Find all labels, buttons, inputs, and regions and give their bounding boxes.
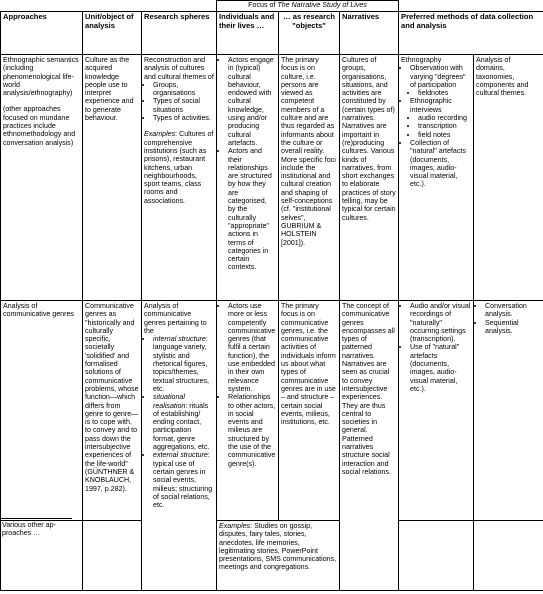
sub-list <box>410 89 471 97</box>
cell-approach: Analysis of communicative genres <box>1 301 83 521</box>
cell-individuals <box>217 55 279 301</box>
list-item: • transcription <box>418 122 471 130</box>
list-item: • fieldnotes <box>418 89 471 97</box>
list-item: • Use of "natural" artefacts (documents, images, audio-visual material, etc.). <box>410 343 471 393</box>
list-item-text: Ethnographic interviews <box>410 97 452 114</box>
cell-objects: The primary focus is on culture, i.e. persons are viewed as competent members of a culture and are thus regarded as informants about the culture or overall reality. More specific foci include the institutional and cultural creation and shaping of self-conceptions (cf. "institutional selves", GUBRIUM & HOLSTEIN [2001]). <box>279 55 340 301</box>
spheres-intro: Analysis of communicative genres pertaining to the <box>144 302 207 335</box>
header-unit: Unit/object of analysis <box>83 12 142 55</box>
list-item: • Actors use more or less competently communicative genres (that fulfil a certain function), the use embedded in their own relevance system. <box>228 302 276 393</box>
focus-header-row <box>1 1 543 12</box>
spheres-list <box>144 335 214 509</box>
analysis-list <box>476 302 541 335</box>
list-item: • Collection of "natural" artefacts (documents, images, audio-visual material, etc.). <box>410 139 471 189</box>
list-item: • field notes <box>418 131 471 139</box>
header-methods: Preferred methods of data collection and analysis <box>399 12 543 55</box>
header-approaches: Approaches <box>1 12 83 55</box>
approach-note: (other approaches focused on mundane practices include ethnomethodology and conversation analysis) <box>3 105 76 147</box>
cell-methods <box>399 55 474 301</box>
cell-approach <box>1 55 83 301</box>
approach-name: Ethnographic semantics (including phenomenological life-world analysis/ethnography) <box>3 56 79 98</box>
header-row <box>1 12 543 55</box>
divider <box>0 518 72 519</box>
cell-narratives: The concept of communicative genres encompasses all types of patterned narratives. Narratives are seen as crucial to convey intersubjective experiences. They are thus central to societies in general. Patterned narratives structure social interaction and social relations. <box>340 301 399 591</box>
cell-objects: The primary focus is on communicative genres, i.e. the communicative activities of individuals inform us about what types of communicative genres are in use – and structure – certain social events, milieus, institutions, etc. <box>279 301 340 521</box>
header-spheres: Research spheres <box>142 12 217 55</box>
table-row <box>1 55 543 301</box>
list-item: • internal structure: language variety, stylistic and rhetorical figures, topics/themes, textual structures, etc. <box>153 335 214 393</box>
cell-examples: Examples: Studies on gossip, disputes, fairy tales, stories, anecdotes, life memories, legitimating stories, PowerPoint presentations, SMS communications, meetings and congregations. <box>217 521 340 591</box>
spheres-list <box>144 81 214 122</box>
header-narratives: Narratives <box>340 12 399 55</box>
list-item <box>410 64 471 97</box>
focus-header-text: Focus of The Narrative Study of Lives <box>248 1 367 9</box>
table-row <box>1 301 543 521</box>
list-item: • external structure: typical use of certain genres in social events, milieus; structuring of social relations, etc. <box>153 451 214 509</box>
list-item: • Actors and their relationships are structured by how they are categorised, by the culturally "appropriate" actions in terms of categories in certain contexts. <box>228 147 276 271</box>
examples-row <box>1 521 543 591</box>
methods-list <box>401 64 471 188</box>
list-item-text: Observation with varying "degrees" of participation <box>410 64 466 89</box>
list-item: • Actors engage in (typical) cultural behaviour, endowed with cultural knowledge, using and/or producing cultural artefacts. <box>228 56 276 147</box>
individuals-list <box>219 56 276 272</box>
header-objects: … as research "objects" <box>279 12 340 55</box>
methods-list <box>401 302 471 393</box>
list-item: • Types of social situations <box>153 97 214 114</box>
individuals-list <box>219 302 276 468</box>
cell-spheres <box>142 301 217 591</box>
cell-individuals <box>217 301 279 521</box>
cell-unit: Communicative genres as "historically and culturally specific, societally 'solidified' and formalised solutions of communicative problems, whose function—which differs from genre to genre—is to cope with, to convey and to pass down the intersubjective experiences of the life-world" (GÜNTHNER & KNOBLAUCH, 1997, p.282). <box>83 301 142 521</box>
cell-spheres <box>142 55 217 301</box>
header-individuals: Individuals and their lives … <box>217 12 279 55</box>
cell-methods <box>399 301 474 521</box>
spheres-intro: Reconstruction and analysis of cultures and cultural themes of <box>144 56 214 81</box>
list-item <box>410 97 471 138</box>
list-item: • Conversation analysis. <box>485 302 541 319</box>
spheres-examples: Examples: Cultures of comprehensive institutions (such as prisons), restaurant kitchens, urban neighbourhoods, sport teams, class rooms and associations. <box>144 130 214 205</box>
cell-narratives: Cultures of groups, organisations, situations, and activities are constituted by (certain types of) narratives. Narratives are important in (re)producing cultures. Various kinds of narratives, from short exchanges to elaborate practices of story telling, may be typical for certain cultures. <box>340 55 399 301</box>
cell-analysis <box>474 301 543 521</box>
list-item: • Audio and/or visual recordings of "naturally" occurring settings (transcription). <box>410 302 471 343</box>
list-item: • Types of activities. <box>153 114 214 122</box>
various-approaches: Various other ap-proaches … <box>2 521 56 538</box>
cell-unit: Culture as the acquired knowledge people use to interpret experience and to generate behaviour. <box>83 55 142 301</box>
methods-title: Ethnography <box>401 56 442 64</box>
sub-list <box>410 114 471 139</box>
list-item: • audio recording <box>418 114 471 122</box>
list-item: • situational realisation: rituals of establishing/ ending contact, participation format, genre aggregations, etc. <box>153 393 214 451</box>
list-item: • Groups, organisations <box>153 81 214 98</box>
list-item: • Sequential analysis. <box>485 319 541 336</box>
list-item: • Relationships to other actors, in social events and milieus are structured by the use of the communicative genre(s). <box>228 393 276 468</box>
cell-analysis: Analysis of domains, taxonomies, components and cultural themes. <box>474 55 543 301</box>
focus-header <box>217 1 399 12</box>
